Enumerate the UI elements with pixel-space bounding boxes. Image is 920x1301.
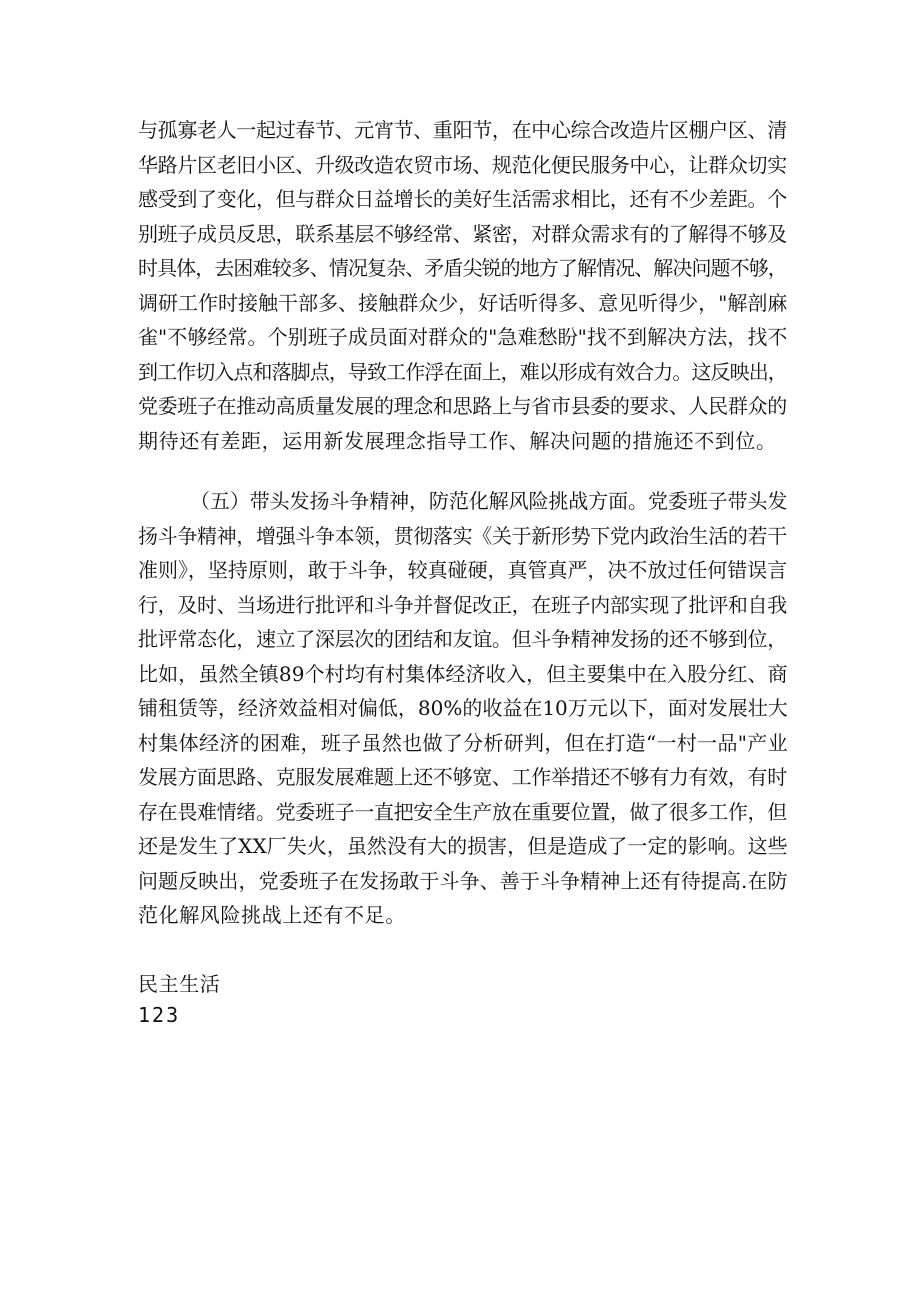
body-paragraph-1 — [138, 113, 788, 458]
paragraph-line: 扬斗争精神，增强斗争本领，贯彻落实《关于新形势下党内政治生活的若干 — [138, 523, 787, 548]
paragraph-line: 行，及时、当场进行批评和斗争并督促改正，在班子内部实现了批评和自我 — [138, 592, 787, 617]
paragraph-line: 调研工作时接触干部多、接触群众少，好话听得多、意见听得少，"解剖麻 — [138, 290, 788, 315]
paragraph-line: 准则》，坚持原则，敢于斗争，较真碰硬，真管真严，决不放过任何错误言 — [138, 558, 788, 582]
body-paragraph-2 — [138, 484, 788, 933]
footer-number: 123 — [138, 1003, 181, 1027]
paragraph-line: 发展方面思路、克服发展难题上还不够宽、工作举措还不够有力有效，有时 — [138, 765, 787, 789]
paragraph-line: 铺租赁等，经济效益相对偏低，80%的收益在10万元以下，面对发展壮大 — [138, 696, 788, 720]
paragraph-line: 感受到了变化，但与群众日益增长的美好生活需求相比，还有不少差距。个 — [138, 187, 787, 211]
paragraph-line: 党委班子在推动高质量发展的理念和思路上与省市县委的要求、人民群众的 — [138, 394, 787, 418]
paragraph-line: 批评常态化，速立了深层次的团结和友谊。但斗争精神发扬的还不够到位， — [138, 627, 787, 651]
paragraph-line: 还是发生了XX厂失火，虽然没有大的损害，但是造成了一定的影响。这些 — [138, 834, 788, 858]
paragraph-line: 问题反映出，党委班子在发扬敢于斗争、善于斗争精神上还有待提高.在防 — [138, 868, 788, 893]
paragraph-line: 别班子成员反思，联系基层不够经常、紧密，对群众需求有的了解得不够及 — [138, 221, 787, 246]
paragraph-line: （五）带头发扬斗争精神，防范化解风险挑战方面。党委班子带头发 — [190, 489, 788, 513]
paragraph-line: 村集体经济的困难，班子虽然也做了分析研判，但在打造“一村一品"产业 — [138, 730, 788, 755]
paragraph-line: 存在畏难情绪。党委班子一直把安全生产放在重要位置，做了很多工作，但 — [138, 799, 787, 824]
paragraph-line: 雀"不够经常。个别班子成员面对群众的"急难愁盼"找不到解决方法，找不 — [138, 325, 788, 349]
paragraph-line: 比如，虽然全镇89个村均有村集体经济收入，但主要集中在入股分红、商 — [138, 661, 788, 686]
paragraph-line: 华路片区老旧小区、升级改造农贸市场、规范化便民服务中心，让群众切实 — [138, 152, 787, 177]
paragraph-line: 时具体，去困难较多、情况复杂、矛盾尖锐的地方了解情况、解决问题不够， — [138, 256, 787, 280]
footer-title: 民主生活 — [138, 972, 221, 996]
paragraph-line: 与孤寡老人一起过春节、元宵节、重阳节，在中心综合改造片区棚户区、清 — [138, 118, 787, 142]
paragraph-line: 范化解风险挑战上还有不足。 — [138, 903, 406, 927]
paragraph-line: 期待还有差距，运用新发展理念指导工作、解决问题的措施还不到位。 — [138, 428, 777, 453]
paragraph-line: 到工作切入点和落脚点，导致工作浮在面上，难以形成有效合力。这反映出， — [138, 359, 787, 384]
